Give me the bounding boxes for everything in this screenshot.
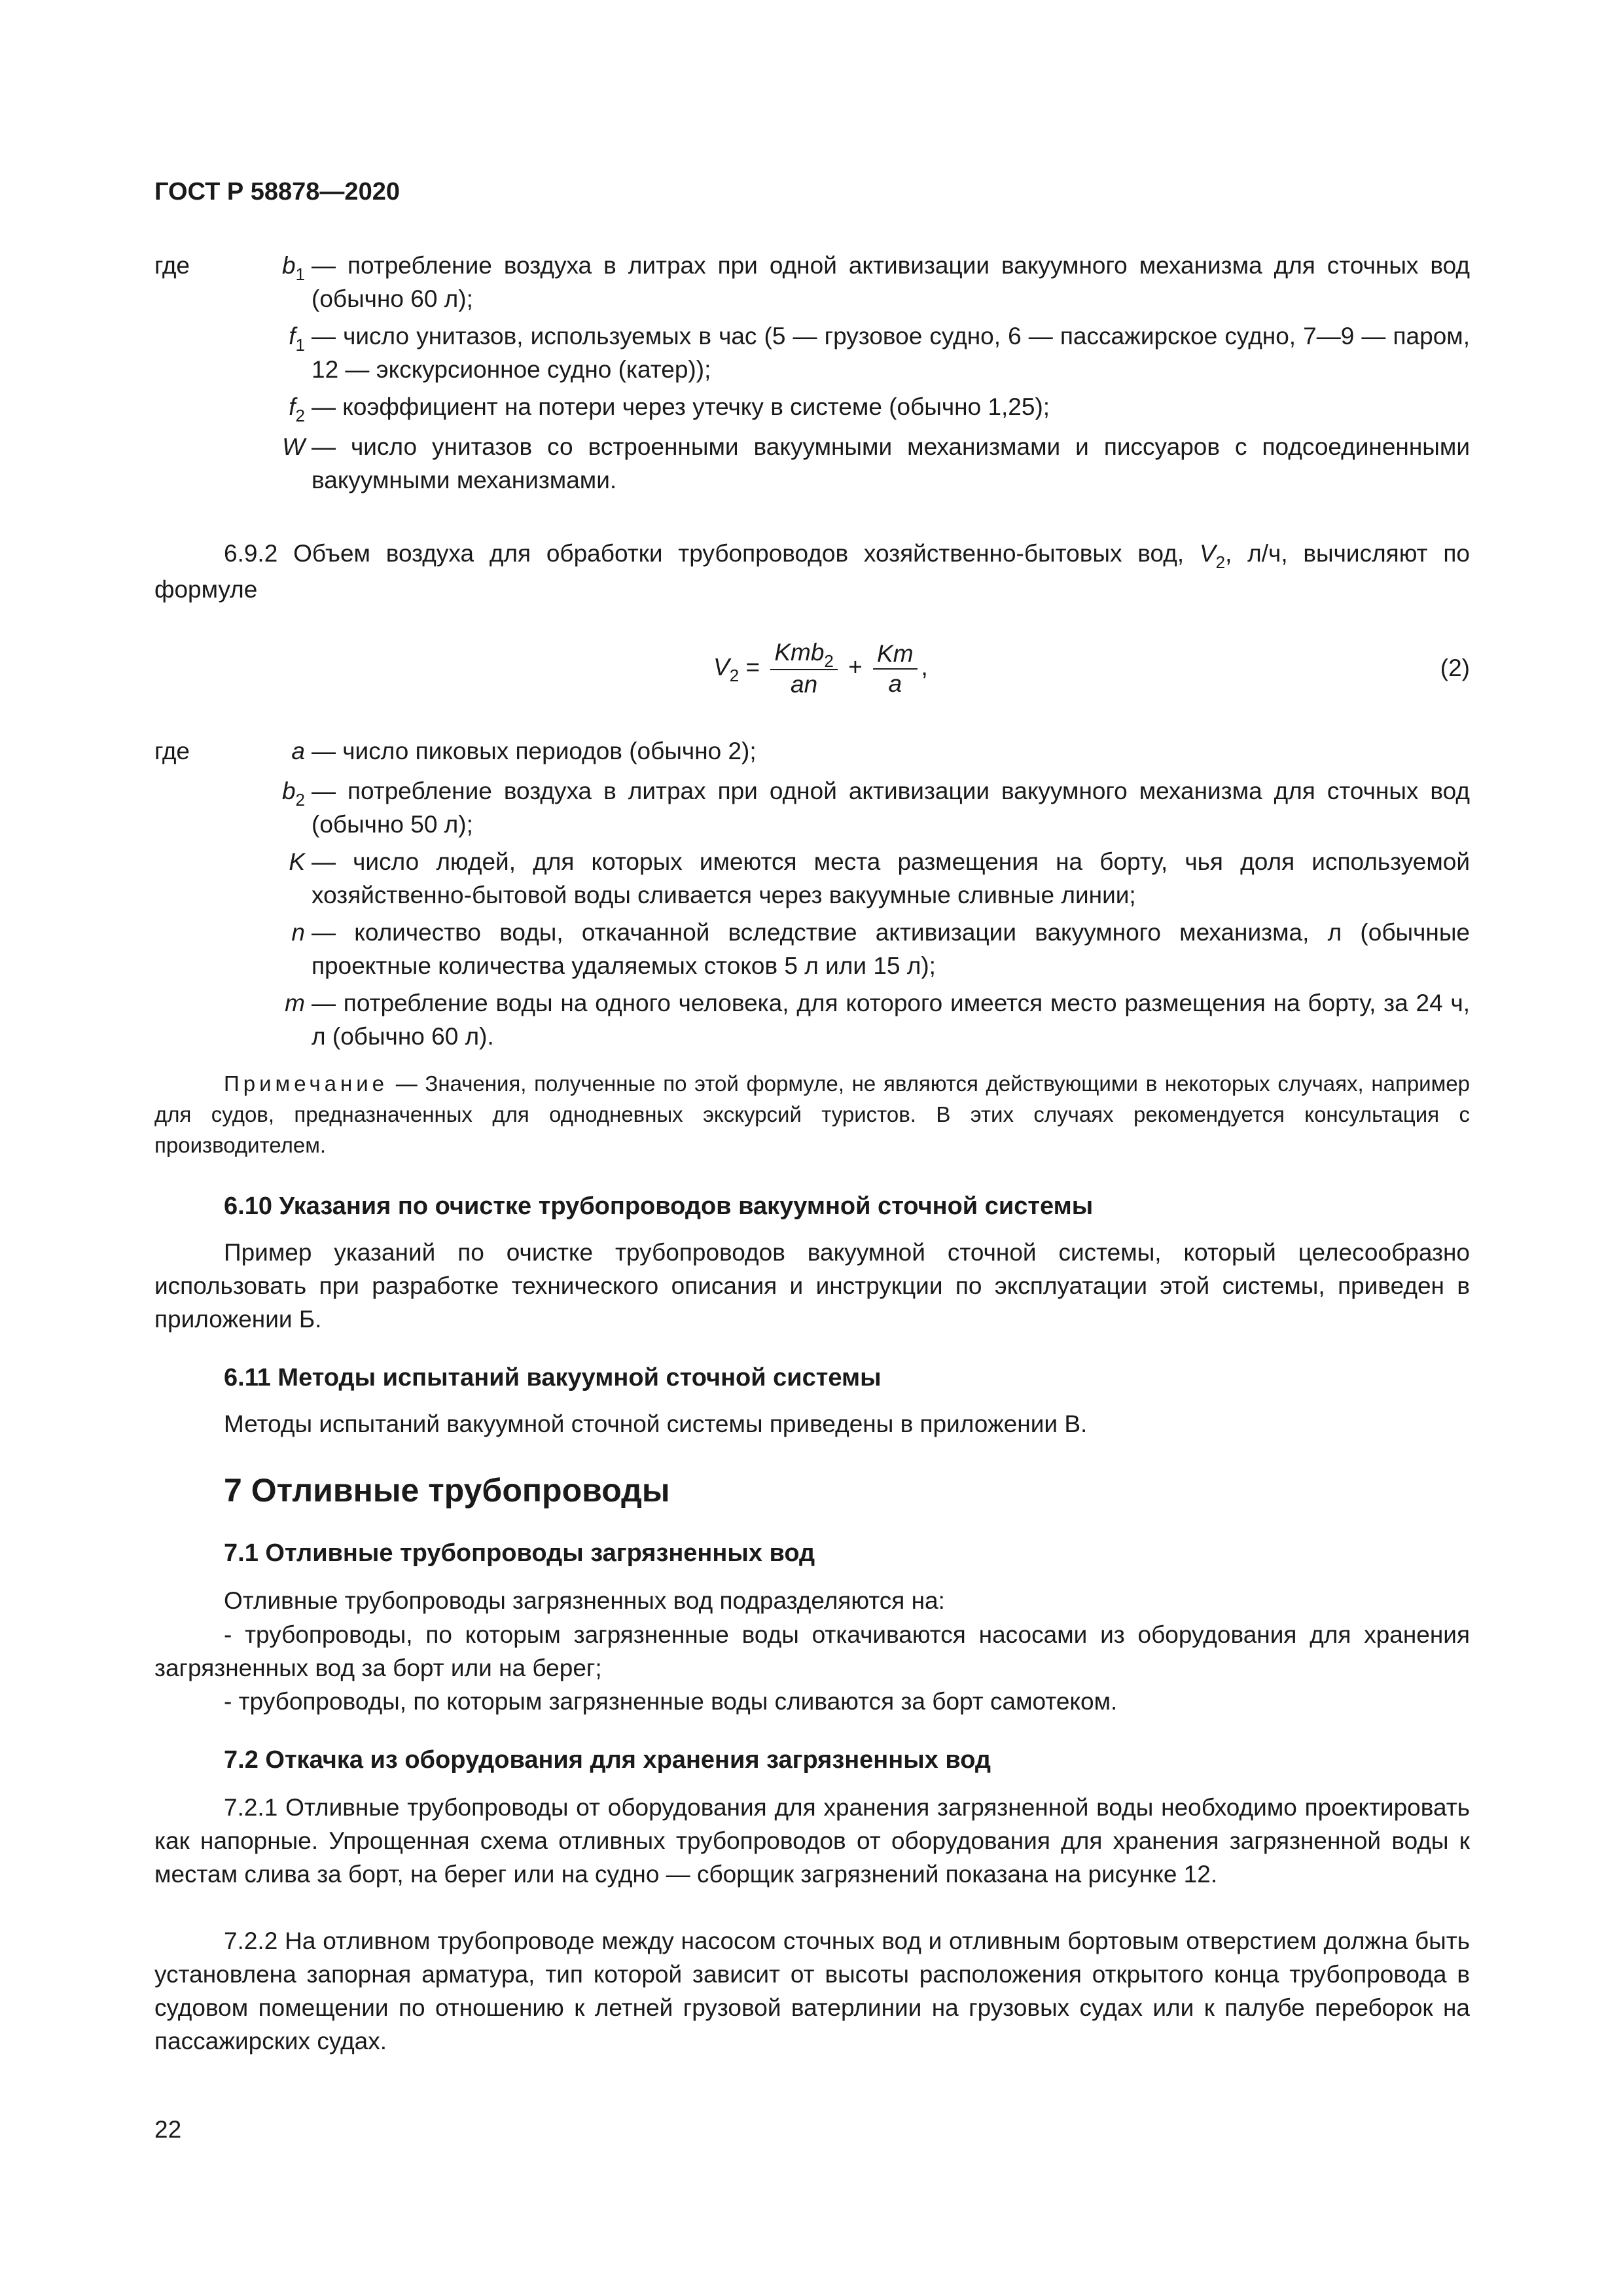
section-heading-7-1: 7.1 Отливные трубопроводы загрязненных вод — [224, 1539, 815, 1567]
symbol: $f_1$ — [289, 323, 305, 355]
symbol: n — [291, 919, 305, 946]
note — [154, 1068, 1470, 1160]
paragraph-6-10: Пример указаний по очистке трубопроводов вакуумной сточной системы, который целесообразно использовать при разработке технического описания и инструкции по эксплуатации этой системы, приведен в приложении Б. — [154, 1239, 1470, 1333]
section-heading-7-2: 7.2 Откачка из оборудования для хранения загрязненных вод — [224, 1746, 991, 1774]
list-item: - трубопроводы, по которым загрязненные воды откачиваются насосами из оборудования для хранения загрязненных вод за борт или на берег; — [154, 1621, 1470, 1681]
definition-item — [154, 774, 1470, 841]
definition-item — [154, 734, 1470, 770]
definition-item — [154, 249, 1470, 315]
definition-text: — количество воды, откачанной вследствие активизации вакуумного механизма, л (обычные проектные количества удаляемых стоков 5 л или 15 л); — [312, 919, 1470, 979]
symbol: W — [282, 433, 305, 460]
definition-text: — число унитазов, используемых в час (5 — грузовое судно, 6 — пассажирское судно, 7—9 — паром, 12 — экскурсионное судно (катер)); — [312, 323, 1470, 383]
formula-2: $V_2$ = $\frac{Kmb_2}{an}$ + $\frac{Km}{a}$ , — [713, 639, 928, 698]
note-label: Примечание — [224, 1071, 389, 1096]
definitions-list-2 — [154, 734, 1470, 1057]
section-heading-7: 7 Отливные трубопроводы — [224, 1472, 670, 1509]
symbol: $b_2$ — [281, 778, 305, 810]
definition-text: — потребление воздуха в литрах при одной активизации вакуумного механизма для сточных вод (обычно 60 л); — [312, 252, 1470, 312]
definition-text: — число унитазов со встроенными вакуумными механизмами и писсуаров с подсоединенными вакуумными механизмами. — [312, 433, 1470, 493]
symbol: a — [291, 738, 305, 764]
paragraph-6-11: Методы испытаний вакуумной сточной системы приведены в приложении В. — [224, 1410, 1088, 1437]
list-item: - трубопроводы, по которым загрязненные воды сливаются за борт самотеком. — [224, 1688, 1118, 1715]
fraction-1: $\frac{Kmb_2}{an}$ — [770, 638, 838, 699]
definition-item — [154, 390, 1470, 426]
symbol: $f_2$ — [289, 393, 305, 425]
paragraph-7-2-1: 7.2.1 Отливные трубопроводы от оборудования для хранения загрязненной воды необходимо проектировать как напорные. Упрощенная схема отливных трубопроводов от оборудования для хранения загрязненной воды к местам слива за борт, на берег или на судно — сборщик загрязнений показана на рисунке 12. — [154, 1794, 1470, 1888]
paragraph-7-2-2: 7.2.2 На отливном трубопроводе между насосом сточных вод и отливным бортовым отверстием должна быть установлена запорная арматура, тип которой зависит от высоты расположения открытого конца трубопровода в судовом помещении по отношению к летней грузовой ватерлинии на грузовых судах или к палубе переборок на пассажирских судах. — [154, 1928, 1470, 2054]
definition-text: — число людей, для которых имеются места размещения на борту, чья доля используемой хозяйственно-бытовой воды сливается через вакуумные сливные линии; — [312, 848, 1470, 908]
where-label: где — [154, 738, 190, 764]
definition-text: — коэффициент на потери через утечку в системе (обычно 1,25); — [312, 393, 1050, 420]
definition-text: — потребление воздуха в литрах при одной активизации вакуумного механизма для сточных вод (обычно 50 л); — [312, 778, 1470, 838]
symbol: m — [285, 990, 305, 1016]
page-number: 22 — [154, 2116, 182, 2143]
symbol: K — [289, 848, 305, 875]
section-heading-6-10: 6.10 Указания по очистке трубопроводов вакуумной сточной системы — [224, 1193, 1094, 1220]
document-id: ГОСТ Р 58878—2020 — [154, 178, 400, 206]
note-text: — Значения, полученные по этой формуле, не являются действующими в некоторых случаях, например для судов, предназначенных для однодневных экскурсий туристов. В этих случаях рекомендуется консультация с производителем. — [154, 1071, 1470, 1157]
definition-text: — потребление воды на одного человека, для которого имеется место размещения на борту, за 24 ч, л (обычно 60 л). — [312, 990, 1470, 1050]
definition-item — [154, 845, 1470, 912]
formula-lhs: V — [713, 653, 730, 681]
definition-item — [154, 319, 1470, 386]
definition-item — [154, 430, 1470, 497]
fraction-2: $\frac{Km}{a}$ — [873, 639, 918, 698]
paragraph-6-9-2: 6.9.2 Объем воздуха для обработки трубопроводов хозяйственно-бытовых вод, $V_2$, л/ч, вычисляют по формуле — [154, 540, 1470, 603]
symbol: $b_1$ — [281, 252, 305, 284]
definition-item — [154, 916, 1470, 982]
section-heading-6-11: 6.11 Методы испытаний вакуумной сточной системы — [224, 1364, 882, 1391]
equation-number: (2) — [1440, 655, 1470, 681]
definitions-list-1 — [154, 249, 1470, 501]
definition-item — [154, 986, 1470, 1053]
paragraph-7-1-intro: Отливные трубопроводы загрязненных вод подразделяются на: — [224, 1587, 945, 1614]
where-label: где — [154, 252, 190, 279]
definition-text: — число пиковых периодов (обычно 2); — [312, 738, 757, 764]
